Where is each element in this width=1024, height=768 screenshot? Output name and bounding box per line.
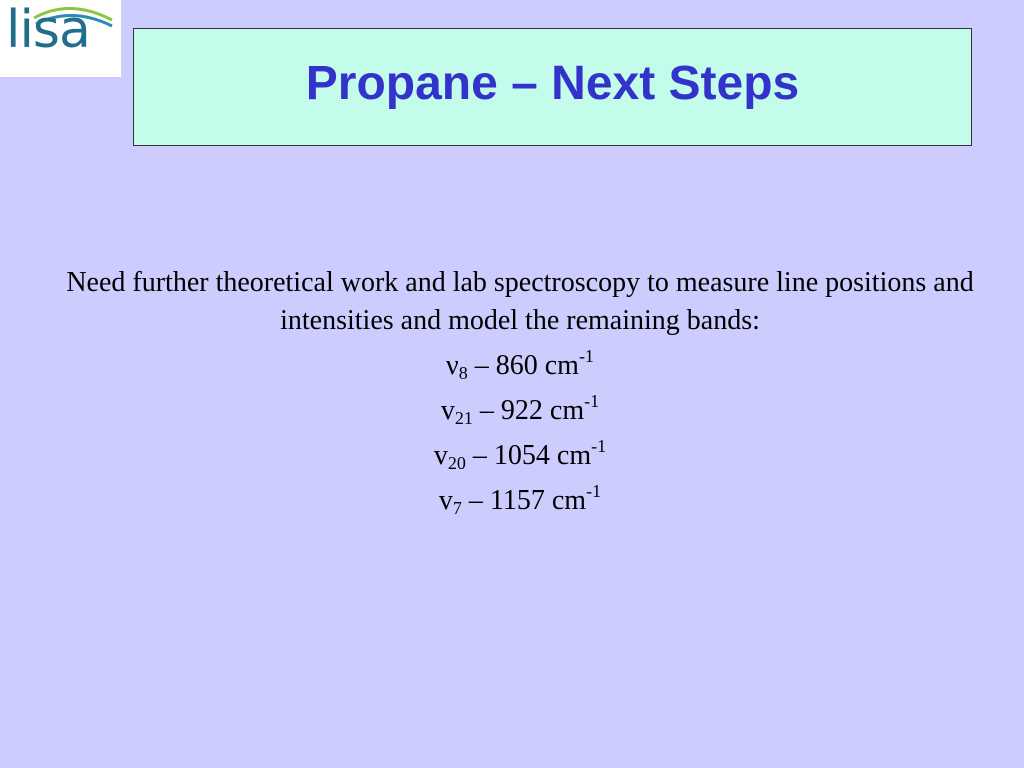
slide-body: [40, 264, 1000, 520]
band-value: – 860 cm: [467, 350, 579, 381]
band-subscript: 20: [447, 453, 466, 473]
band-exponent: -1: [591, 436, 607, 456]
band-item: [40, 392, 1000, 430]
band-exponent: -1: [578, 346, 594, 366]
band-exponent: -1: [586, 481, 602, 501]
slide-title: Propane – Next Steps: [305, 56, 800, 110]
band-subscript: 21: [454, 408, 473, 428]
band-symbol: v: [440, 395, 455, 426]
band-value: – 1157 cm: [461, 485, 587, 516]
band-item: [40, 437, 1000, 475]
title-box: [133, 28, 972, 146]
band-symbol: v: [438, 485, 453, 516]
intro-paragraph: Need further theoretical work and lab spectroscopy to measure line positions and intensities and model the remaining bands:: [66, 267, 974, 336]
logo-text: lisa: [6, 0, 90, 60]
band-symbol: v: [433, 440, 448, 471]
band-value: – 1054 cm: [465, 440, 592, 471]
band-subscript: 7: [452, 498, 462, 518]
band-item: [40, 482, 1000, 520]
band-item: [40, 347, 1000, 385]
band-symbol: ν: [446, 350, 459, 381]
band-value: – 922 cm: [472, 395, 585, 426]
lisa-logo: [0, 0, 121, 77]
band-exponent: -1: [584, 391, 600, 411]
band-subscript: 8: [458, 363, 468, 383]
